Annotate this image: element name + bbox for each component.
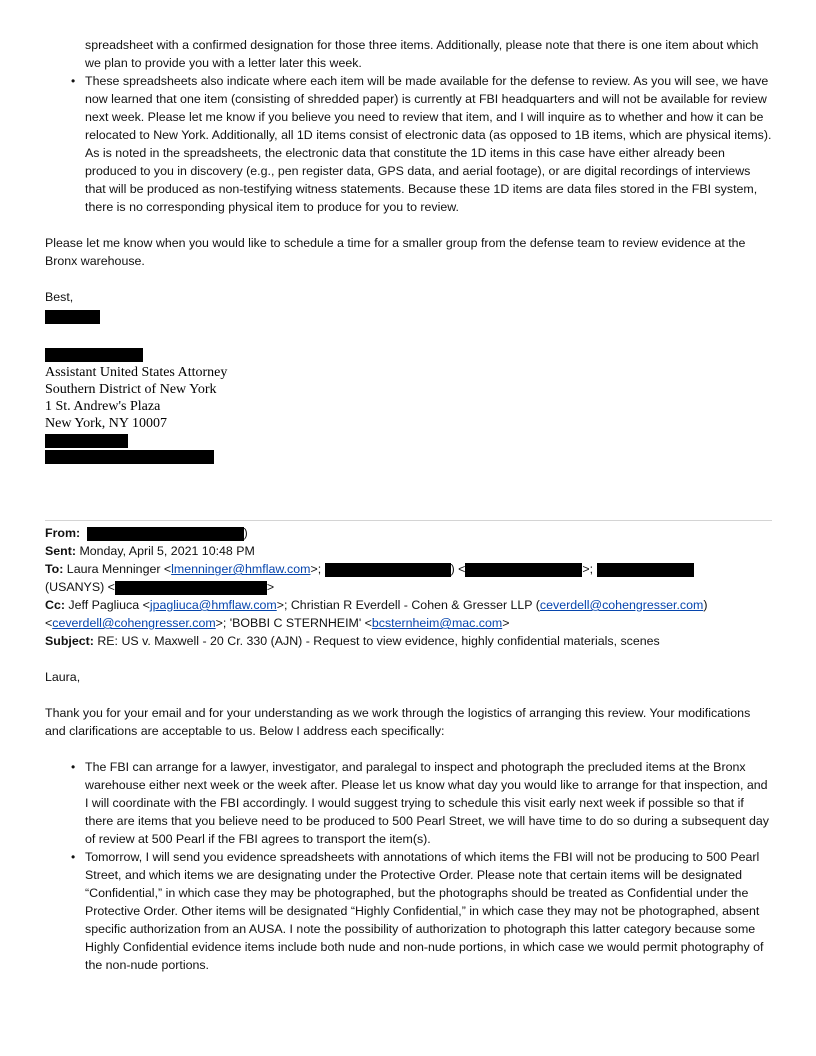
cc-separator: >; Christian R Everdell - Cohen & Gresser LLP ( (276, 598, 540, 612)
email-header (45, 524, 772, 650)
to-separator: >; (310, 562, 325, 576)
to-separator: > (266, 580, 275, 594)
top-bullet-list (45, 72, 772, 216)
sent-value: Monday, April 5, 2021 10:48 PM (79, 544, 255, 558)
cc-separator: ) (703, 598, 708, 612)
intro-paragraph: Thank you for your email and for your understanding as we work through the logistics of arranging this review. Your modifications and clarifications are acceptable to us. Below I address each specifically: (45, 706, 751, 738)
cc-email-link[interactable]: jpagliuca@hmflaw.com (149, 598, 277, 612)
to-label: To: (45, 562, 64, 576)
cc-separator: < (45, 616, 53, 630)
to-line (45, 560, 772, 578)
sent-line (45, 542, 772, 560)
cc-email-link[interactable]: ceverdell@cohengresser.com (52, 616, 216, 630)
to-email-link[interactable]: lmenninger@hmflaw.com (171, 562, 311, 576)
from-label: From: (45, 526, 81, 540)
cc-line-continued (45, 614, 772, 632)
cc-line (45, 596, 772, 614)
signature-title: Assistant United States Attorney (45, 365, 228, 380)
cc-email-link[interactable]: bcsternheim@mac.com (371, 616, 503, 630)
from-line (45, 524, 772, 542)
signature-address-line1: 1 St. Andrew's Plaza (45, 399, 161, 414)
signature-block (45, 364, 772, 432)
to-line-continued (45, 578, 772, 596)
cc-name: Jeff Pagliuca < (68, 598, 150, 612)
list-item: • These spreadsheets also indicate where each item will be made available for the defense to review. As you will see, we have now learned that one item (consisting of shredded paper) is currently at FBI headquarters and will not be available for review next week. Please let me know if you believe you need to review that item, and I will inquire as to whether and how it can be relocated to New York. Additionally, all 1D items consist of electronic data (as opposed to 1B items, which are physical items). As is noted in the spreadsheets, the electronic data that constitute the 1D items in this case have either already been produced to you in discovery (e.g., pen register data, GPS data, and aerial footage), or are digital recordings of interviews that will be produced as non-testifying witness statements. Because these 1D items are data files stored in the FBI system, there is no corresponding physical item to produce for you to review. (85, 72, 772, 216)
signoff: Best, (45, 290, 74, 304)
redaction-block (325, 563, 451, 577)
cc-separator: > (502, 616, 510, 630)
redaction-block (45, 310, 100, 324)
redaction-block (45, 348, 143, 362)
cc-label: Cc: (45, 598, 65, 612)
cc-separator: >; 'BOBBI C STERNHEIM' < (215, 616, 372, 630)
subject-value: RE: US v. Maxwell - 20 Cr. 330 (AJN) - Request to view evidence, highly confidential materials, scenes (97, 634, 660, 648)
to-separator: >; (582, 562, 597, 576)
redaction-block (45, 434, 128, 448)
redaction-block (45, 450, 214, 464)
list-item: • Tomorrow, I will send you evidence spreadsheets with annotations of which items the FBI will not be producing to 500 Pearl Street, and which items we are designating under the Protective Order. Please note that certain items will be designated “Confidential,” in which case they may be photographed, but the photographs should be treated as Confidential under the Protective Order. Other items will be designated “Highly Confidential,” in which case they may not be photographed, absent specific authorization from an AUSA. I note the possibility of authorization to photograph this latter category because some Highly Confidential evidence items include both nude and non-nude portions, in which case we would permit photography of the non-nude portions. (85, 848, 772, 974)
from-suffix: ) (243, 526, 248, 540)
email-document (45, 36, 772, 974)
redaction-block (87, 527, 244, 541)
redaction-block (115, 581, 267, 595)
redaction-block (597, 563, 694, 577)
cc-email-link[interactable]: ceverdell@cohengresser.com (539, 598, 704, 612)
to-name: Laura Menninger < (66, 562, 172, 576)
to-usanys: (USANYS) < (45, 580, 115, 594)
greeting: Laura, (45, 670, 81, 684)
sent-label: Sent: (45, 544, 76, 558)
signature-office: Southern District of New York (45, 382, 217, 397)
closing-paragraph: Please let me know when you would like to schedule a time for a smaller group from the defense team to review evidence at the Bronx warehouse. (45, 236, 746, 268)
redaction-block (465, 563, 582, 577)
signature-address-line2: New York, NY 10007 (45, 416, 167, 431)
continued-bullet-text: spreadsheet with a confirmed designation for those three items. Additionally, please note that there is one item about which we plan to provide you with a letter later this week. (85, 38, 759, 70)
bottom-bullet-list (45, 758, 772, 974)
list-item: • The FBI can arrange for a lawyer, investigator, and paralegal to inspect and photograph the precluded items at the Bronx warehouse either next week or the week after. Please let us know what day you would like to arrange for that inspection, and I will coordinate with the FBI accordingly. I would suggest trying to schedule this visit early next week if possible so that if there are items that you believe need to be produced to 500 Pearl Street, we will have time to do so during a subsequent day of review at 500 Pearl if the FBI agrees to transport the item(s). (85, 758, 772, 848)
subject-label: Subject: (45, 634, 94, 648)
subject-line (45, 632, 772, 650)
to-separator: ) < (450, 562, 466, 576)
